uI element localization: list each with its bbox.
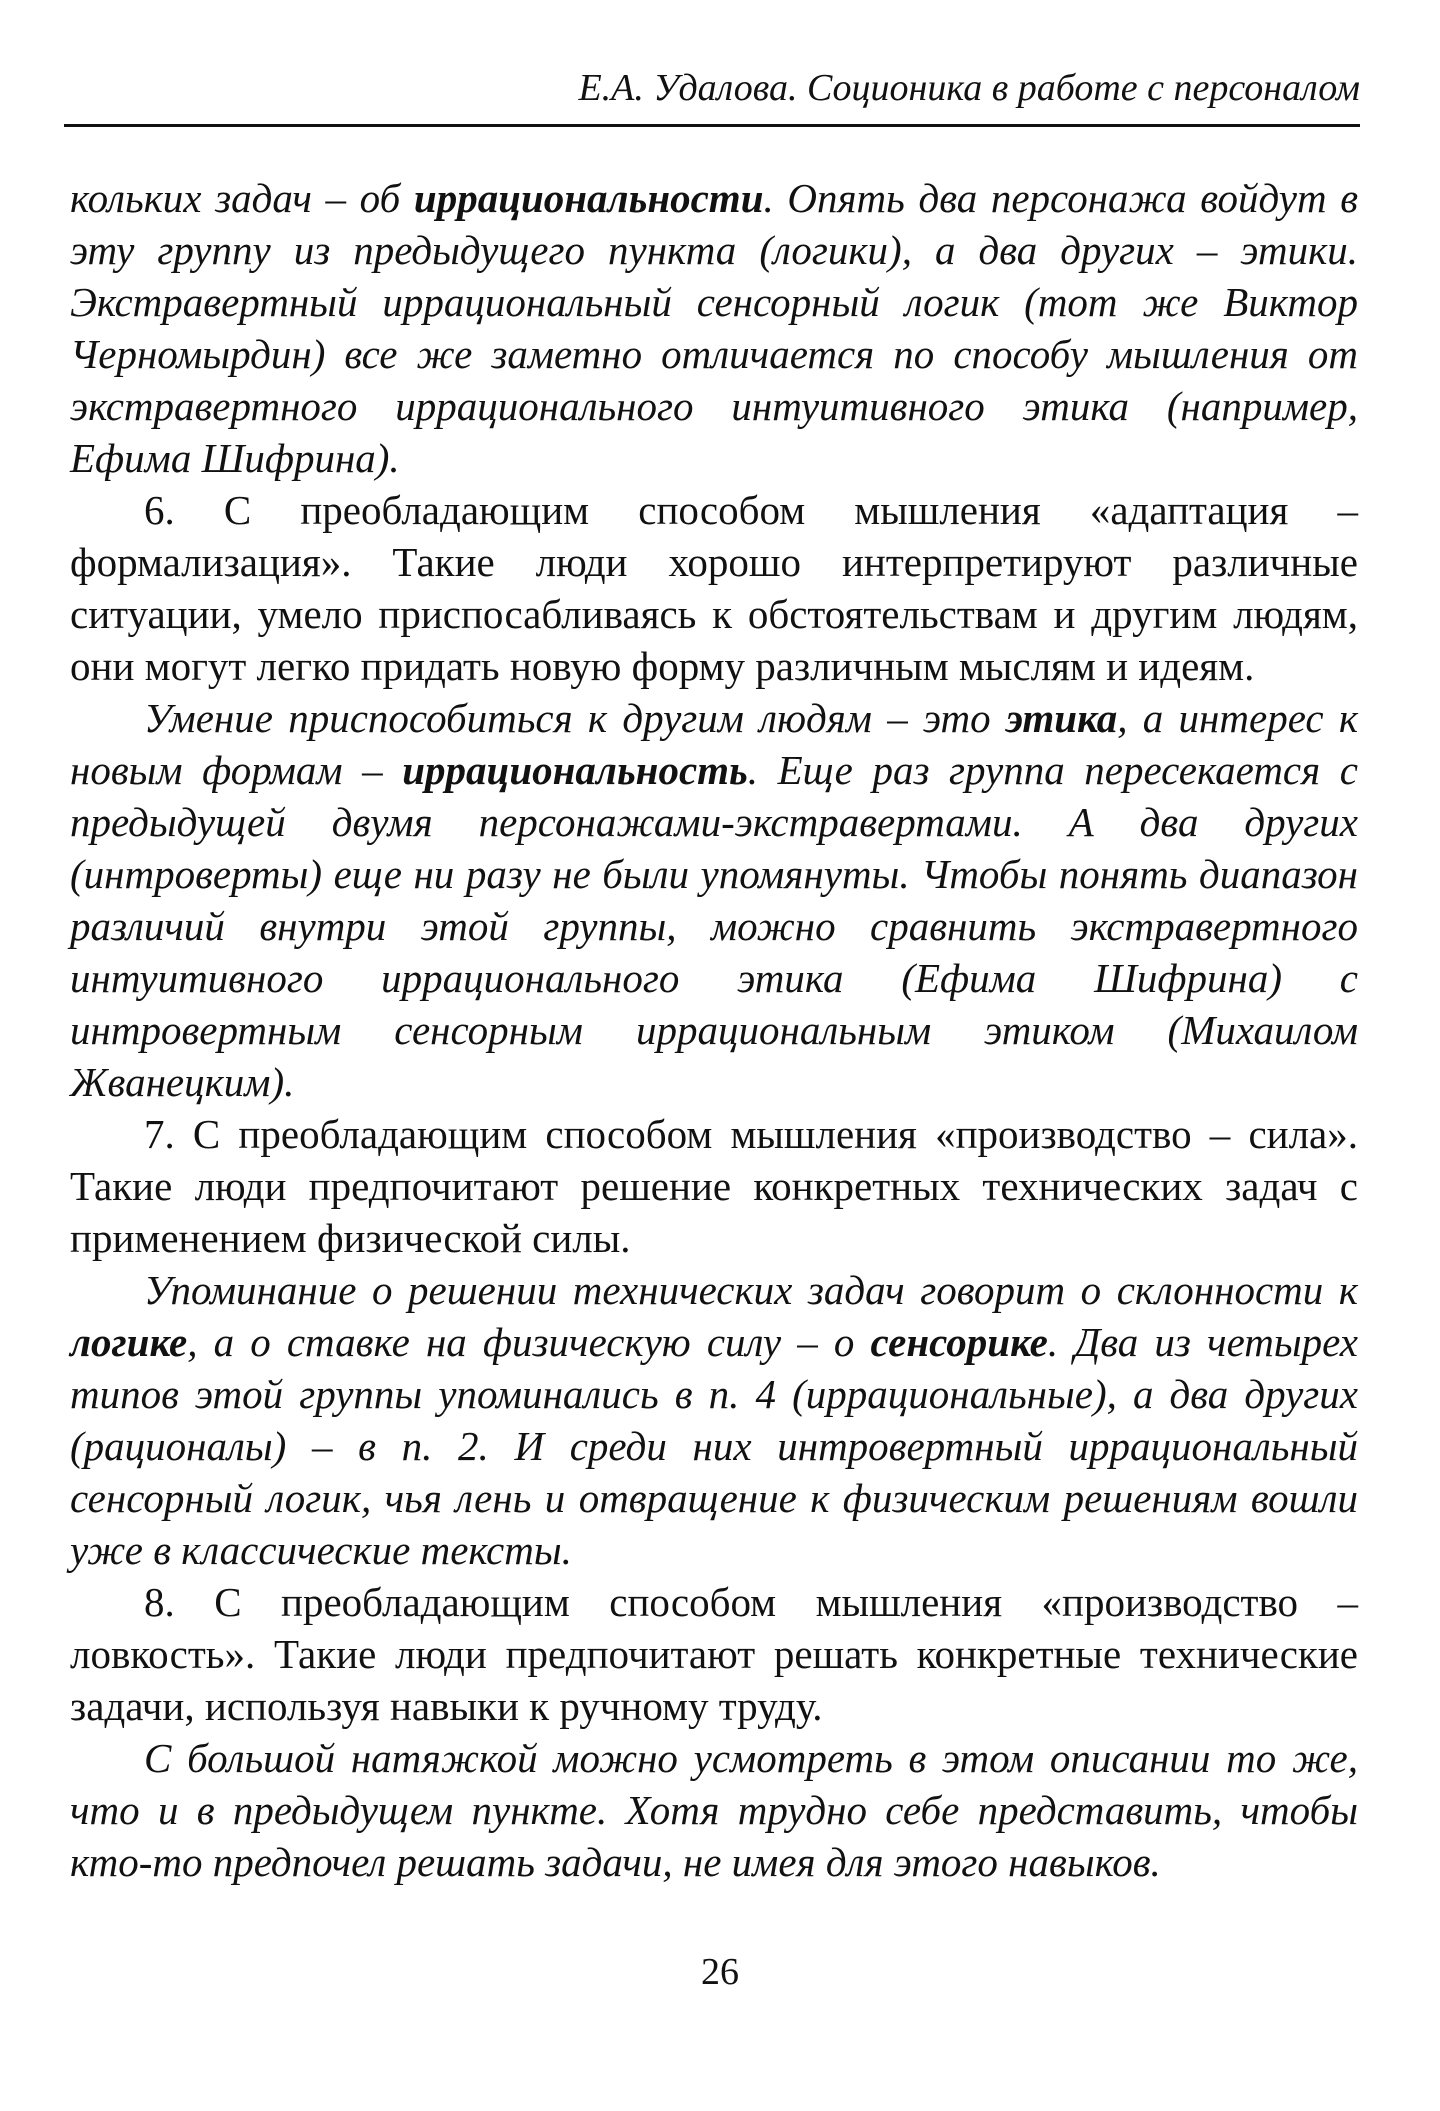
text-run: . Еще раз группа пересекается с предыдущей двумя персонажами-экстравертами. А два других (интроверты) еще ни разу не были упомянуты. Чтобы понять диапазон различий внутри этой группы, можно сравнить экстравертного интуитивного иррационального этика (Ефима Шифрина) с интровертным сенсорным иррациональным этиком (Михаилом Жванецким). (70, 747, 1358, 1105)
paragraph-p5 (70, 1264, 1358, 1576)
page-number: 26 (701, 1951, 739, 1993)
paragraph-p6 (70, 1576, 1358, 1732)
paragraph-p7 (70, 1732, 1358, 1888)
header-rule (64, 124, 1360, 127)
running-header: Е.А. Удалова. Соционика в работе с персоналом (578, 67, 1360, 109)
bold-term: этика (1005, 695, 1118, 741)
text-run: , а о ставке на физическую силу – о (187, 1319, 871, 1365)
paragraph-p3 (70, 692, 1358, 1108)
text-run: 6. С преобладающим способом мышления «адаптация – формализация». Такие люди хорошо интерпретируют различные ситуации, умело приспосабливаясь к обстоятельствам и другим людям, они могут легко придать новую форму различным мыслям и идеям. (70, 487, 1358, 689)
bold-term: иррациональности (413, 175, 764, 221)
bold-term: сенсорике (870, 1319, 1048, 1365)
page-body (70, 172, 1358, 1888)
bold-term: иррациональность (402, 747, 748, 793)
text-run: Умение приспособиться к другим людям – это (144, 695, 1006, 741)
text-run: . Опять два персонажа войдут в эту группу из предыдущего пункта (логики), а два других – этики. Экстравертный иррациональный сенсорный логик (тот же Виктор Черномырдин) все же заметно отличается по способу мышления от экстравертного иррационального интуитивного этика (например, Ефима Шифрина). (70, 175, 1358, 481)
text-run: 7. С преобладающим способом мышления «производство – сила». Такие люди предпочитают решение конкретных технических задач с применением физической силы. (70, 1111, 1358, 1261)
paragraph-p4 (70, 1108, 1358, 1264)
paragraph-p1 (70, 172, 1358, 484)
text-run: . Два из четырех типов этой группы упоминались в п. 4 (иррациональные), а два других (рационалы) – в п. 2. И среди них интровертный иррациональный сенсорный логик, чья лень и отвращение к физическим решениям вошли уже в классические тексты. (70, 1319, 1359, 1573)
bold-term: логике (70, 1319, 188, 1365)
text-run: С большой натяжкой можно усмотреть в этом описании то же, что и в предыдущем пункте. Хотя трудно себе представить, чтобы кто-то предпочел решать задачи, не имея для этого навыков. (70, 1735, 1358, 1885)
text-run: 8. С преобладающим способом мышления «производство – ловкость». Такие люди предпочитают решать конкретные технические задачи, используя навыки к ручному труду. (70, 1579, 1358, 1729)
text-run: кольких задач – об (70, 175, 414, 221)
paragraph-p2 (70, 484, 1358, 692)
text-run: , а интерес к новым формам – (70, 695, 1358, 793)
text-run: Упоминание о решении технических задач говорит о склонности к (144, 1267, 1358, 1313)
